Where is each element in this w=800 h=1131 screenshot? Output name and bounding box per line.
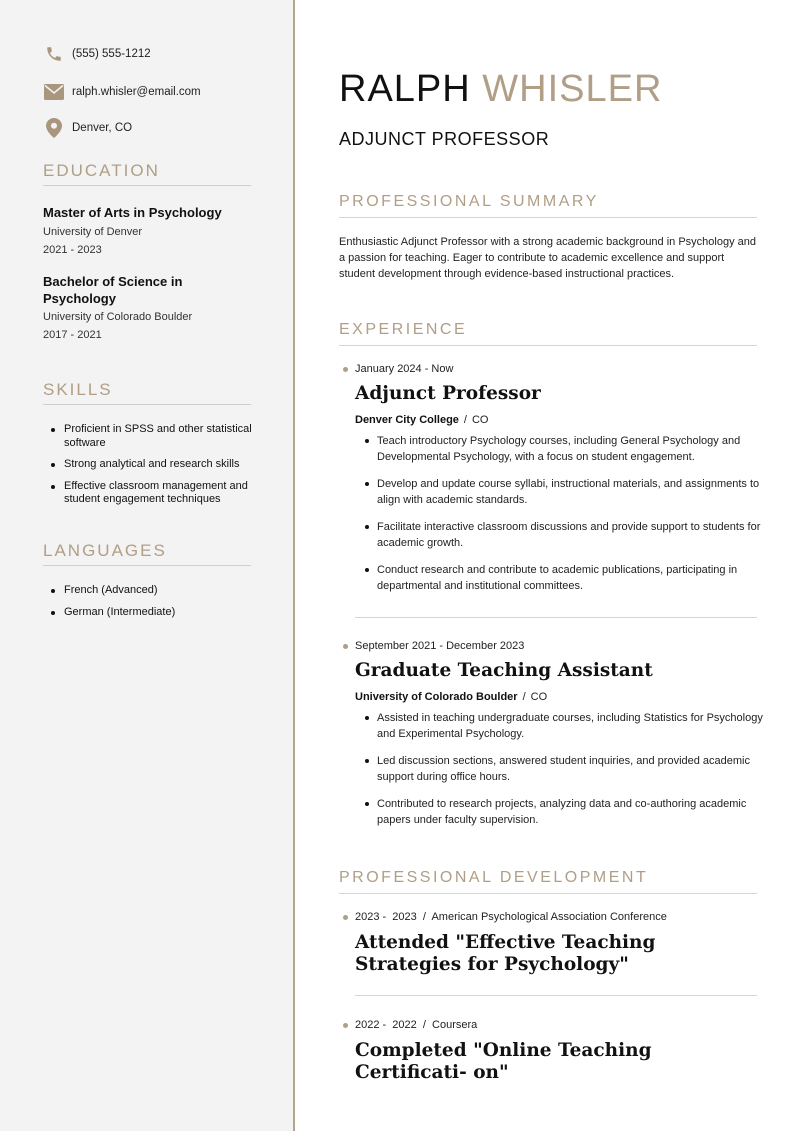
development-meta (343, 911, 667, 923)
job-bullet: Contributed to research projects, analyzing data and co-authoring academic papers under faculty supervision. (364, 796, 774, 828)
job-org-location: CO (530, 691, 548, 703)
skill-item: Strong analytical and research skills (50, 458, 275, 472)
education-school: University of Colorado Boulder (43, 311, 193, 323)
job-bullet: Led discussion sections, answered student inquiries, and provided academic support during office hours. (364, 753, 774, 785)
contact-location (43, 118, 132, 138)
job-org (355, 414, 488, 426)
development-meta-text: 2022 - 2022 / Coursera (355, 1019, 478, 1031)
contact-phone (43, 44, 151, 64)
education-heading: EDUCATION (43, 161, 251, 186)
summary-heading: PROFESSIONAL SUMMARY (339, 193, 757, 218)
languages-list (50, 584, 275, 627)
development-title: Attended "Effective Teaching Strategies for Psychology" (355, 932, 656, 975)
timeline-dot (343, 1023, 348, 1028)
job-bullet: Teach introductory Psychology courses, including General Psychology and Developmental Psychology, with a focus on student engagement. (364, 433, 774, 465)
languages-heading: LANGUAGES (43, 541, 251, 566)
timeline-dot (343, 644, 348, 649)
development-title: Completed "Online Teaching Certificati- on" (355, 1040, 652, 1083)
first-name: RALPH (339, 68, 471, 110)
language-item: German (Intermediate) (50, 606, 275, 620)
timeline-dot (343, 915, 348, 920)
job-org (355, 691, 547, 703)
skill-item: Proficient in SPSS and other statistical software (50, 423, 275, 450)
job-title-entry: Graduate Teaching Assistant (355, 660, 653, 681)
job-bullet: Conduct research and contribute to academic publications, participating in departmental and institutional committees. (364, 562, 774, 594)
sidebar (0, 0, 295, 1131)
job-bullets (364, 433, 774, 605)
job-dates (343, 363, 453, 375)
section-divider (355, 995, 757, 996)
job-dates-text: September 2021 - December 2023 (355, 640, 525, 652)
job-bullet: Assisted in teaching undergraduate courses, including Statistics for Psychology and Experimental Psychology. (364, 710, 774, 742)
section-divider (355, 617, 757, 618)
education-school: University of Denver (43, 226, 143, 238)
skills-list (50, 423, 275, 515)
job-bullets (364, 710, 774, 839)
language-item: French (Advanced) (50, 584, 275, 598)
job-title: ADJUNCT PROFESSOR (339, 129, 550, 149)
location-text: Denver, CO (72, 122, 133, 134)
phone-icon (43, 44, 65, 64)
last-name: WHISLER (482, 68, 663, 110)
job-dates-text: January 2024 - Now (355, 363, 454, 375)
contact-email (43, 82, 201, 102)
job-bullet: Develop and update course syllabi, instructional materials, and assignments to align with academic standards. (364, 476, 774, 508)
job-title-entry: Adjunct Professor (355, 383, 541, 404)
email-icon (43, 82, 65, 102)
job-org-name: Denver City College (355, 414, 459, 426)
skills-heading: SKILLS (43, 380, 251, 405)
education-degree: Bachelor of Science in Psychology (43, 274, 183, 306)
education-years: 2017 - 2021 (43, 329, 102, 341)
skill-item: Effective classroom management and student engagement techniques (50, 480, 275, 507)
development-heading: PROFESSIONAL DEVELOPMENT (339, 869, 757, 894)
job-org-separator: / (463, 414, 467, 426)
job-dates (343, 640, 524, 652)
experience-heading: EXPERIENCE (339, 321, 757, 346)
education-degree: Master of Arts in Psychology (43, 205, 222, 220)
location-icon (43, 118, 65, 138)
email-text[interactable]: ralph.whisler@email.com (72, 86, 201, 98)
education-years: 2021 - 2023 (43, 244, 102, 256)
development-meta (343, 1019, 477, 1031)
job-bullet: Facilitate interactive classroom discussions and provide support to students for academic growth. (364, 519, 774, 551)
summary-text: Enthusiastic Adjunct Professor with a strong academic background in Psychology and a passion for teaching. Eager to contribute to academic excellence and support student development through evidence-based instructional practices. (339, 236, 757, 280)
timeline-dot (343, 367, 348, 372)
job-org-name: University of Colorado Boulder (355, 691, 518, 703)
phone-text: (555) 555-1212 (72, 48, 151, 60)
job-org-separator: / (522, 691, 526, 703)
job-org-location: CO (471, 414, 489, 426)
candidate-name (339, 68, 662, 111)
development-meta-text: 2023 - 2023 / American Psychological Association Conference (355, 911, 667, 923)
